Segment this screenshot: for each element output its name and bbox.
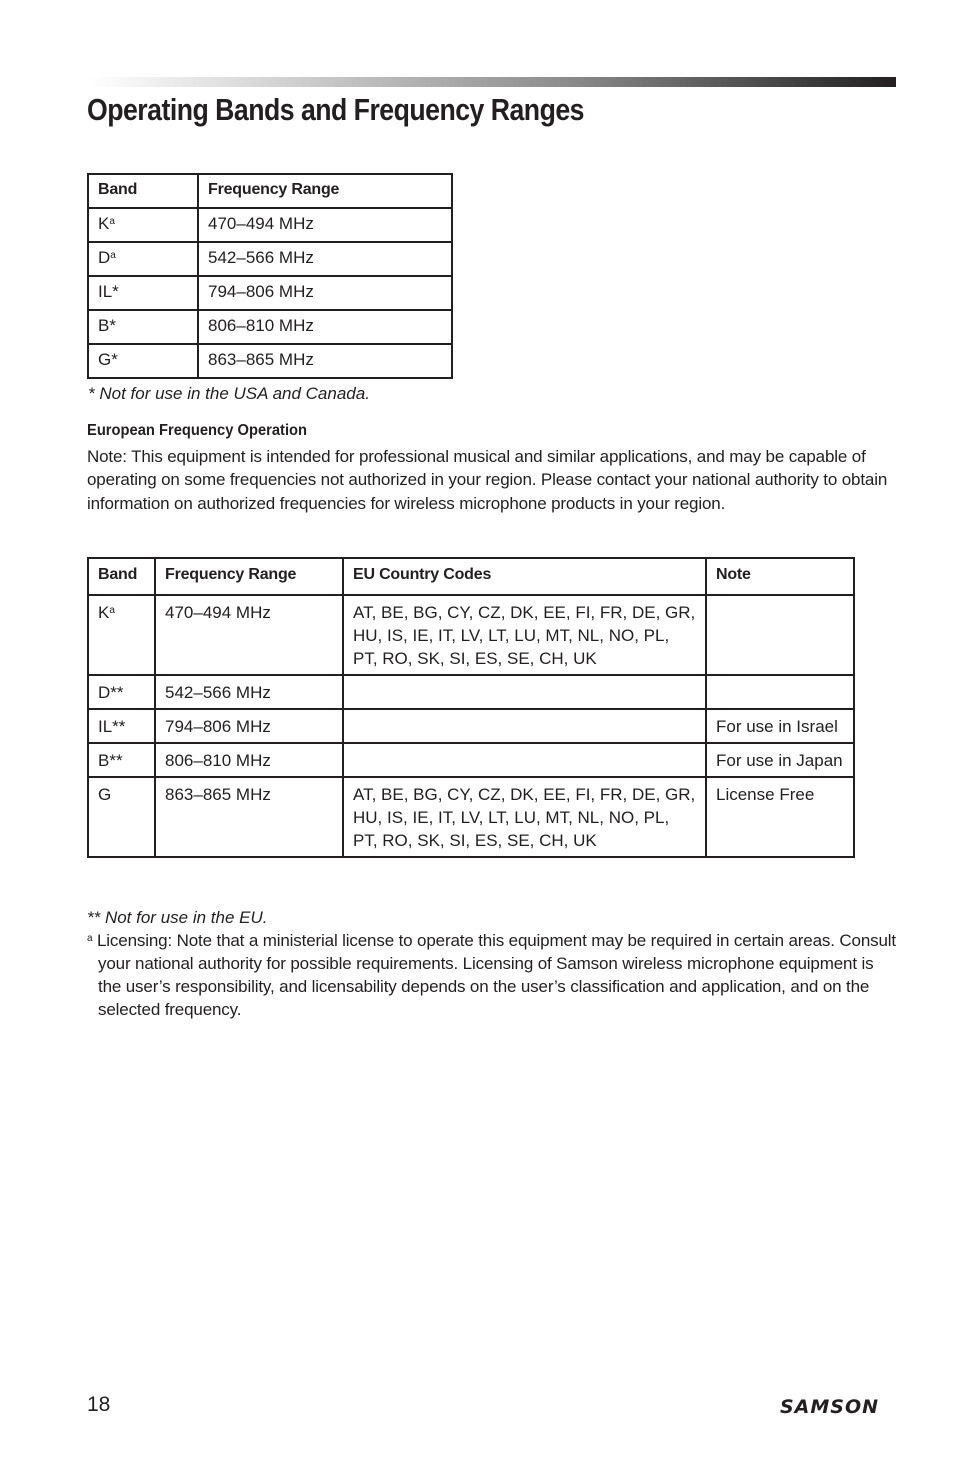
- table-header-row: [88, 558, 854, 595]
- band-cell: B**: [88, 743, 155, 777]
- column-header-band: Band: [88, 558, 155, 595]
- table-row: [88, 310, 452, 344]
- band-cell: IL**: [88, 709, 155, 743]
- usa-canada-footnote: * Not for use in the USA and Canada.: [88, 384, 370, 403]
- table-row: [88, 743, 854, 777]
- band-cell: $D^a$: [88, 242, 198, 276]
- table-row: [88, 208, 452, 242]
- table-row: [88, 709, 854, 743]
- samson-logo: SAMSON: [780, 1396, 880, 1418]
- note-cell: [706, 595, 854, 675]
- european-note-paragraph: Note: This equipment is intended for professional musical and similar applications, and may be capable of operating on some frequencies not authorized in your region. Please contact your national authority to obtain information on authorized frequencies for wireless microphone products in your region.: [87, 447, 888, 513]
- range-cell: 794–806 MHz: [198, 276, 452, 310]
- page-number: 18: [87, 1393, 111, 1416]
- licensing-footnote: $^a$ Licensing: Note that a ministerial license to operate this equipment may be required in certain areas. Consult your national authority for possible requirements. Licensing of Samson wireless microphone equipment is the user’s responsibility, and licensability depends on the user’s classification and application, and on the selected frequency.: [87, 931, 896, 1019]
- band-cell: G: [88, 777, 155, 857]
- range-cell: 542–566 MHz: [155, 675, 343, 709]
- table-row: [88, 595, 854, 675]
- note-cell: For use in Israel: [706, 709, 854, 743]
- range-cell: 794–806 MHz: [155, 709, 343, 743]
- column-header-eu-country-codes: EU Country Codes: [343, 558, 706, 595]
- column-header-frequency-range: Frequency Range: [155, 558, 343, 595]
- table-row: [88, 242, 452, 276]
- country-codes-cell: [343, 709, 706, 743]
- frequency-range-table: [87, 173, 453, 379]
- column-header-frequency-range: Frequency Range: [198, 174, 452, 208]
- header-gradient-bar: [88, 77, 896, 87]
- band-cell: G*: [88, 344, 198, 378]
- table-row: [88, 276, 452, 310]
- country-codes-cell: AT, BE, BG, CY, CZ, DK, EE, FI, FR, DE, GR, HU, IS, IE, IT, LV, LT, LU, MT, NL, NO, PL, PT, RO, SK, SI, ES, SE, CH, UK: [343, 595, 706, 675]
- eu-footnote: ** Not for use in the EU.: [87, 908, 268, 927]
- table-row: [88, 675, 854, 709]
- eu-frequency-table: [87, 557, 855, 858]
- band-cell: $K^a$: [88, 595, 155, 675]
- band-cell: IL*: [88, 276, 198, 310]
- band-cell: B*: [88, 310, 198, 344]
- note-cell: For use in Japan: [706, 743, 854, 777]
- column-header-band: Band: [88, 174, 198, 208]
- table-header-row: [88, 174, 452, 208]
- band-cell: $K^a$: [88, 208, 198, 242]
- table-row: [88, 344, 452, 378]
- section-heading: European Frequency Operation: [87, 422, 308, 439]
- table-row: [88, 777, 854, 857]
- range-cell: 470–494 MHz: [155, 595, 343, 675]
- column-header-note: Note: [706, 558, 854, 595]
- range-cell: 542–566 MHz: [198, 242, 452, 276]
- range-cell: 863–865 MHz: [155, 777, 343, 857]
- country-codes-cell: [343, 743, 706, 777]
- band-cell: D**: [88, 675, 155, 709]
- country-codes-cell: [343, 675, 706, 709]
- note-cell: [706, 675, 854, 709]
- footnotes: [87, 906, 897, 1021]
- page-title: Operating Bands and Frequency Ranges: [87, 92, 584, 127]
- country-codes-cell: AT, BE, BG, CY, CZ, DK, EE, FI, FR, DE, GR, HU, IS, IE, IT, LV, LT, LU, MT, NL, NO, PL, PT, RO, SK, SI, ES, SE, CH, UK: [343, 777, 706, 857]
- note-cell: License Free: [706, 777, 854, 857]
- range-cell: 806–810 MHz: [198, 310, 452, 344]
- range-cell: 863–865 MHz: [198, 344, 452, 378]
- range-cell: 470–494 MHz: [198, 208, 452, 242]
- range-cell: 806–810 MHz: [155, 743, 343, 777]
